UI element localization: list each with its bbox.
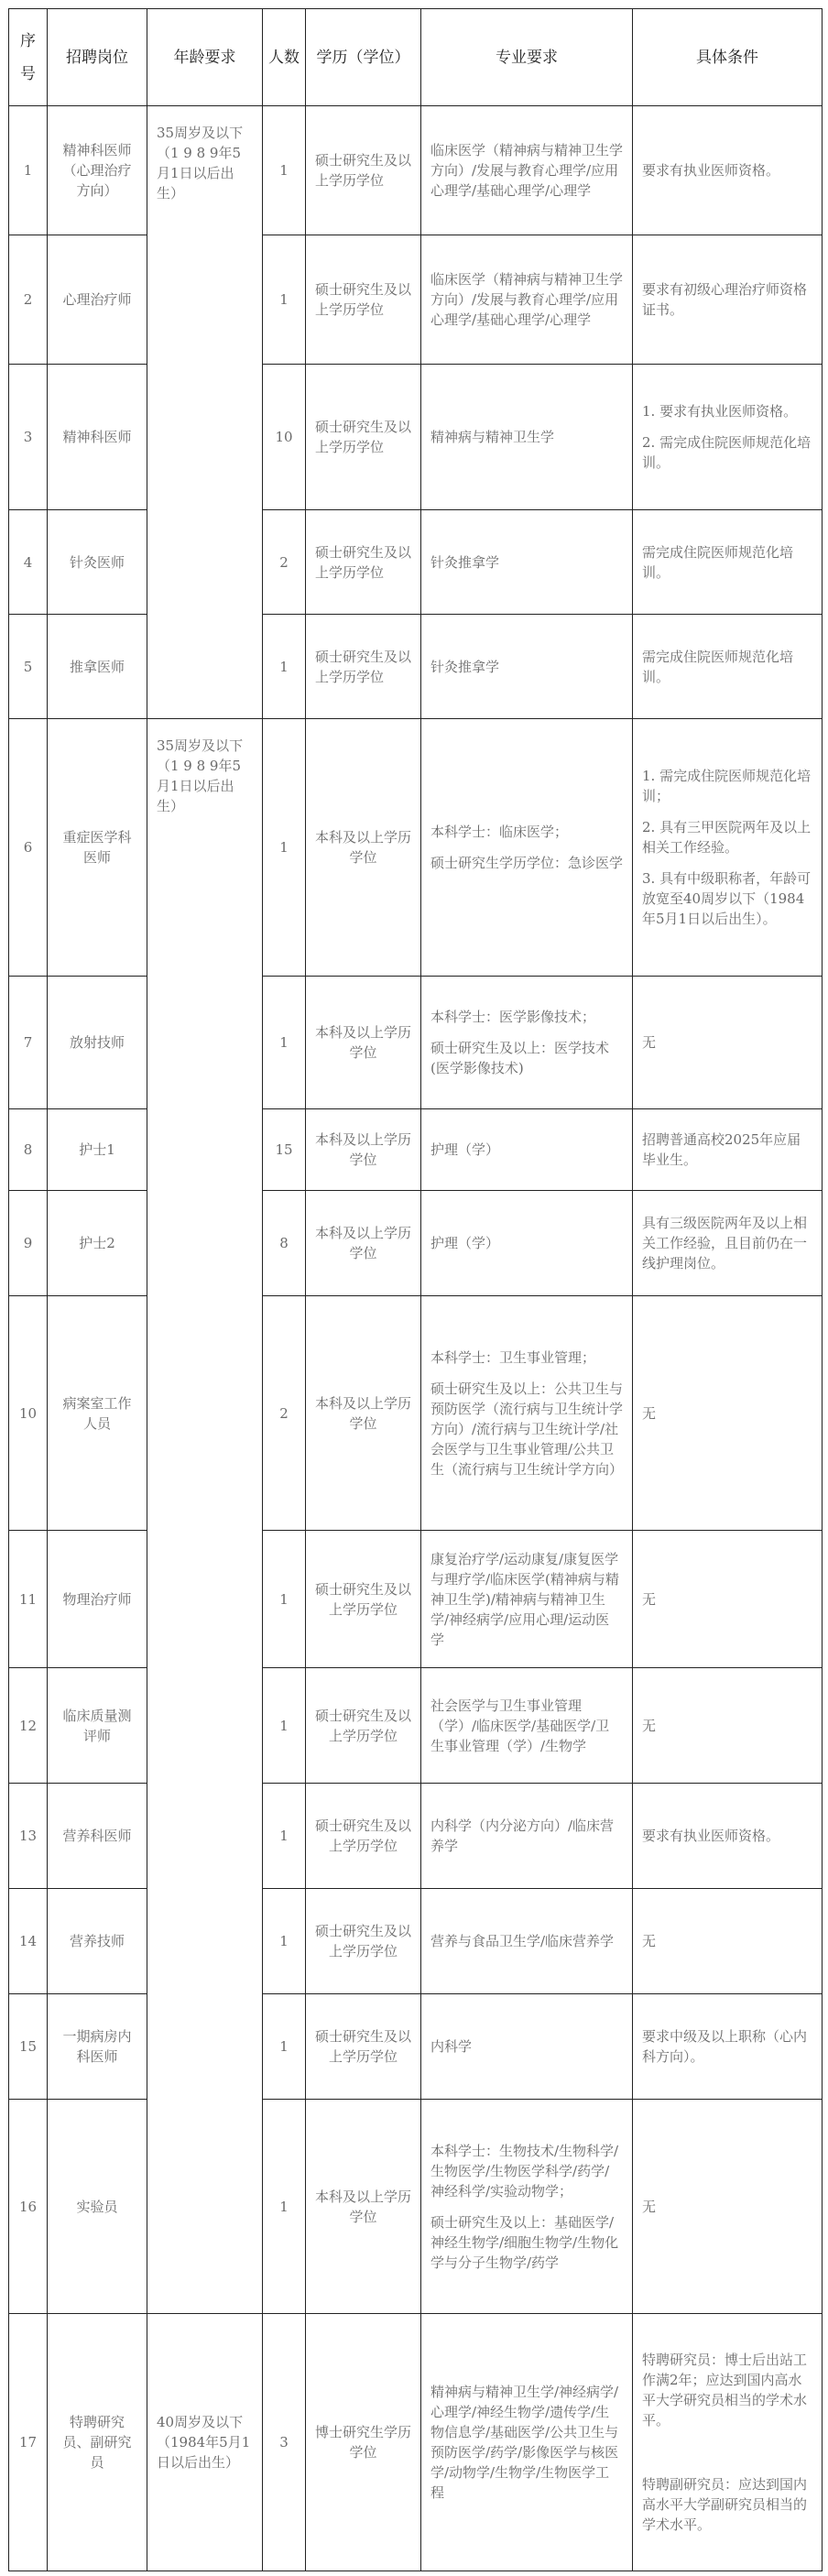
row-conditions	[633, 1296, 823, 1531]
table-row	[9, 2314, 823, 2571]
row-major	[421, 1109, 633, 1191]
row-education: 本科及以上学历学位	[306, 977, 421, 1109]
condition-paragraph: 需完成住院医师规范化培训。	[642, 648, 794, 685]
row-position: 特聘研究员、副研究员	[48, 2314, 147, 2571]
row-major	[421, 1994, 633, 2100]
row-count: 1	[263, 977, 306, 1109]
row-position: 物理治疗师	[48, 1531, 147, 1668]
major-paragraph: 硕士研究生及以上：公共卫生与预防医学（流行病与卫生统计学方向）/流行病与卫生统计学/社会医学与卫生事业管理/公共卫生（流行病与卫生统计学方向）	[430, 1380, 624, 1478]
condition-paragraph: 2. 具有三甲医院两年及以上相关工作经验。	[642, 819, 812, 856]
table-row	[9, 365, 823, 510]
condition-paragraph: 3. 具有中级职称者，年龄可放宽至40周岁以下（1984年5月1日以后出生）。	[642, 870, 812, 927]
row-seq: 2	[9, 235, 48, 365]
major-paragraph: 硕士研究生及以上：医学技术(医学影像技术)	[430, 1040, 610, 1076]
row-seq: 6	[9, 719, 48, 977]
row-count: 15	[263, 1109, 306, 1191]
row-education: 硕士研究生及以上学历学位	[306, 615, 421, 719]
row-education: 本科及以上学历学位	[306, 1191, 421, 1296]
row-education: 硕士研究生及以上学历学位	[306, 1668, 421, 1784]
row-major	[421, 235, 633, 365]
row-seq: 14	[9, 1889, 48, 1994]
table-row	[9, 106, 823, 235]
row-education: 硕士研究生及以上学历学位	[306, 1889, 421, 1994]
row-count: 1	[263, 235, 306, 365]
condition-paragraph: 无	[642, 1933, 657, 1949]
row-count: 1	[263, 1994, 306, 2100]
row-education: 本科及以上学历学位	[306, 719, 421, 977]
row-position: 营养科医师	[48, 1784, 147, 1889]
table-row	[9, 1296, 823, 1531]
row-count: 1	[263, 719, 306, 977]
row-seq: 5	[9, 615, 48, 719]
table-row	[9, 1994, 823, 2100]
row-conditions	[633, 1784, 823, 1889]
row-seq: 9	[9, 1191, 48, 1296]
row-conditions	[633, 615, 823, 719]
row-conditions	[633, 1668, 823, 1784]
major-paragraph: 康复治疗学/运动康复/康复医学与理疗学/临床医学(精神病与精神卫生学)/精神病与精神卫生学/神经病学/应用心理/运动医学	[430, 1550, 619, 1648]
condition-paragraph: 特聘副研究员：应达到国内高水平大学副研究员相当的学术水平。	[642, 2476, 808, 2533]
row-conditions	[633, 2100, 823, 2314]
condition-paragraph: 要求有初级心理治疗师资格证书。	[642, 281, 808, 318]
row-age: 35周岁及以下（1 9 8 9年5月1日以后出生）	[147, 106, 263, 719]
row-seq: 13	[9, 1784, 48, 1889]
row-major	[421, 977, 633, 1109]
header-age: 年龄要求	[147, 9, 263, 106]
row-count: 10	[263, 365, 306, 510]
row-education: 硕士研究生及以上学历学位	[306, 1784, 421, 1889]
table-row	[9, 615, 823, 719]
row-position: 推拿医师	[48, 615, 147, 719]
row-position: 一期病房内科医师	[48, 1994, 147, 2100]
row-seq: 11	[9, 1531, 48, 1668]
row-conditions	[633, 106, 823, 235]
major-paragraph: 本科学士：医学影像技术；	[430, 1009, 596, 1025]
row-count: 2	[263, 1296, 306, 1531]
row-conditions	[633, 510, 823, 615]
row-position: 重症医学科医师	[48, 719, 147, 977]
row-seq: 17	[9, 2314, 48, 2571]
major-paragraph: 护理（学）	[430, 1141, 500, 1158]
condition-paragraph: 1. 要求有执业医师资格。	[642, 403, 798, 420]
recruitment-table	[8, 8, 823, 2571]
table-row	[9, 1109, 823, 1191]
row-position: 病案室工作人员	[48, 1296, 147, 1531]
major-paragraph: 针灸推拿学	[430, 553, 500, 571]
row-major	[421, 365, 633, 510]
row-major	[421, 2100, 633, 2314]
row-seq: 16	[9, 2100, 48, 2314]
major-paragraph: 精神病与精神卫生学/神经病学/心理学/神经生物学/遗传学/生物信息学/基础医学/公共卫生与预防医学/药学/影像医学与核医学/动物学/生物学/生物医学工程	[430, 2384, 619, 2501]
row-education: 硕士研究生及以上学历学位	[306, 106, 421, 235]
row-education: 本科及以上学历学位	[306, 1296, 421, 1531]
major-paragraph: 临床医学（精神病与精神卫生学方向）/发展与教育心理学/应用心理学/基础心理学/心理学	[430, 142, 624, 199]
table-row	[9, 1784, 823, 1889]
row-count: 1	[263, 1668, 306, 1784]
header-count: 人数	[263, 9, 306, 106]
major-paragraph: 本科学士：临床医学；	[430, 824, 569, 840]
row-education: 本科及以上学历学位	[306, 1109, 421, 1191]
row-seq: 12	[9, 1668, 48, 1784]
major-paragraph: 营养与食品卫生学/临床营养学	[430, 1933, 615, 1949]
row-conditions	[633, 1109, 823, 1191]
row-age: 35周岁及以下（1 9 8 9年5月1日以后出生）	[147, 719, 263, 2314]
row-seq: 7	[9, 977, 48, 1109]
row-education: 博士研究生学历学位	[306, 2314, 421, 2571]
row-position: 营养技师	[48, 1889, 147, 1994]
row-conditions	[633, 2314, 823, 2571]
row-major	[421, 1531, 633, 1668]
table-row	[9, 1668, 823, 1784]
row-major	[421, 1889, 633, 1994]
row-count: 8	[263, 1191, 306, 1296]
row-position: 放射技师	[48, 977, 147, 1109]
row-conditions	[633, 1889, 823, 1994]
major-paragraph: 硕士研究生及以上：基础医学/神经生物学/细胞生物学/生物化学与分子生物学/药学	[430, 2213, 619, 2271]
major-paragraph: 本科学士：生物技术/生物科学/生物医学/生物医学科学/药学/神经科学/实验动物学；	[430, 2142, 619, 2199]
row-count: 1	[263, 615, 306, 719]
condition-paragraph: 招聘普通高校2025年应届毕业生。	[642, 1131, 801, 1168]
row-seq: 8	[9, 1109, 48, 1191]
table-row	[9, 977, 823, 1109]
row-position: 护士1	[48, 1109, 147, 1191]
row-education: 本科及以上学历学位	[306, 2100, 421, 2314]
row-education: 硕士研究生及以上学历学位	[306, 365, 421, 510]
row-conditions	[633, 977, 823, 1109]
major-paragraph: 针灸推拿学	[430, 658, 500, 675]
major-paragraph: 内科学（内分泌方向）/临床营养学	[430, 1817, 615, 1854]
header-conditions: 具体条件	[633, 9, 823, 106]
row-count: 1	[263, 1889, 306, 1994]
row-education: 硕士研究生及以上学历学位	[306, 235, 421, 365]
major-paragraph: 硕士研究生学历学位：急诊医学	[430, 855, 624, 871]
row-major	[421, 510, 633, 615]
condition-paragraph: 要求有执业医师资格。	[642, 1828, 780, 1844]
condition-paragraph: 无	[642, 1034, 657, 1051]
row-major	[421, 2314, 633, 2571]
table-row	[9, 510, 823, 615]
row-major	[421, 106, 633, 235]
major-paragraph: 护理（学）	[430, 1235, 500, 1251]
table-row	[9, 1191, 823, 1296]
table-row	[9, 1889, 823, 1994]
row-major	[421, 719, 633, 977]
condition-paragraph: 要求中级及以上职称（心内科方向）。	[642, 2028, 808, 2065]
condition-paragraph: 具有三级医院两年及以上相关工作经验，且目前仍在一线护理岗位。	[642, 1215, 808, 1272]
major-paragraph: 社会医学与卫生事业管理（学）/临床医学/基础医学/卫生事业管理（学）/生物学	[430, 1697, 610, 1754]
row-count: 3	[263, 2314, 306, 2571]
condition-paragraph: 无	[642, 2198, 657, 2215]
condition-paragraph: 特聘研究员：博士后出站工作满2年；应达到国内高水平大学研究员相当的学术水平。	[642, 2352, 808, 2429]
condition-paragraph: 无	[642, 1590, 657, 1608]
row-position: 心理治疗师	[48, 235, 147, 365]
header-position: 招聘岗位	[48, 9, 147, 106]
row-count: 1	[263, 2100, 306, 2314]
row-major	[421, 1191, 633, 1296]
row-major	[421, 615, 633, 719]
major-paragraph: 精神病与精神卫生学	[430, 429, 555, 445]
row-conditions	[633, 235, 823, 365]
row-position: 精神科医师（心理治疗方向）	[48, 106, 147, 235]
table-row	[9, 2100, 823, 2314]
row-seq: 1	[9, 106, 48, 235]
row-position: 护士2	[48, 1191, 147, 1296]
row-conditions	[633, 365, 823, 510]
condition-paragraph: 2. 需完成住院医师规范化培训。	[642, 434, 812, 471]
row-count: 2	[263, 510, 306, 615]
row-count: 1	[263, 1531, 306, 1668]
condition-paragraph: 要求有执业医师资格。	[642, 162, 780, 179]
row-seq: 4	[9, 510, 48, 615]
row-position: 针灸医师	[48, 510, 147, 615]
row-conditions	[633, 1191, 823, 1296]
row-position: 临床质量测评师	[48, 1668, 147, 1784]
major-paragraph: 内科学	[430, 2038, 473, 2055]
header-major: 专业要求	[421, 9, 633, 106]
row-conditions	[633, 1994, 823, 2100]
row-count: 1	[263, 106, 306, 235]
row-conditions	[633, 1531, 823, 1668]
condition-paragraph: 无	[642, 1404, 657, 1422]
header-row	[9, 9, 823, 106]
row-seq: 3	[9, 365, 48, 510]
row-position: 精神科医师	[48, 365, 147, 510]
row-education: 硕士研究生及以上学历学位	[306, 510, 421, 615]
row-major	[421, 1296, 633, 1531]
row-seq: 15	[9, 1994, 48, 2100]
row-education: 硕士研究生及以上学历学位	[306, 1994, 421, 2100]
major-paragraph: 临床医学（精神病与精神卫生学方向）/发展与教育心理学/应用心理学/基础心理学/心理学	[430, 271, 624, 328]
row-major	[421, 1784, 633, 1889]
row-education: 硕士研究生及以上学历学位	[306, 1531, 421, 1668]
row-position: 实验员	[48, 2100, 147, 2314]
row-conditions	[633, 719, 823, 977]
row-age: 40周岁及以下（1984年5月1日以后出生）	[147, 2314, 263, 2571]
condition-paragraph: 1. 需完成住院医师规范化培训；	[642, 768, 812, 804]
condition-paragraph: 需完成住院医师规范化培训。	[642, 543, 794, 581]
row-major	[421, 1668, 633, 1784]
row-count: 1	[263, 1784, 306, 1889]
table-row	[9, 1531, 823, 1668]
header-education: 学历（学位）	[306, 9, 421, 106]
header-seq: 序号	[9, 9, 48, 106]
major-paragraph: 本科学士：卫生事业管理；	[430, 1348, 596, 1366]
table-row	[9, 235, 823, 365]
table-row	[9, 719, 823, 977]
row-seq: 10	[9, 1296, 48, 1531]
condition-paragraph: 无	[642, 1717, 657, 1734]
